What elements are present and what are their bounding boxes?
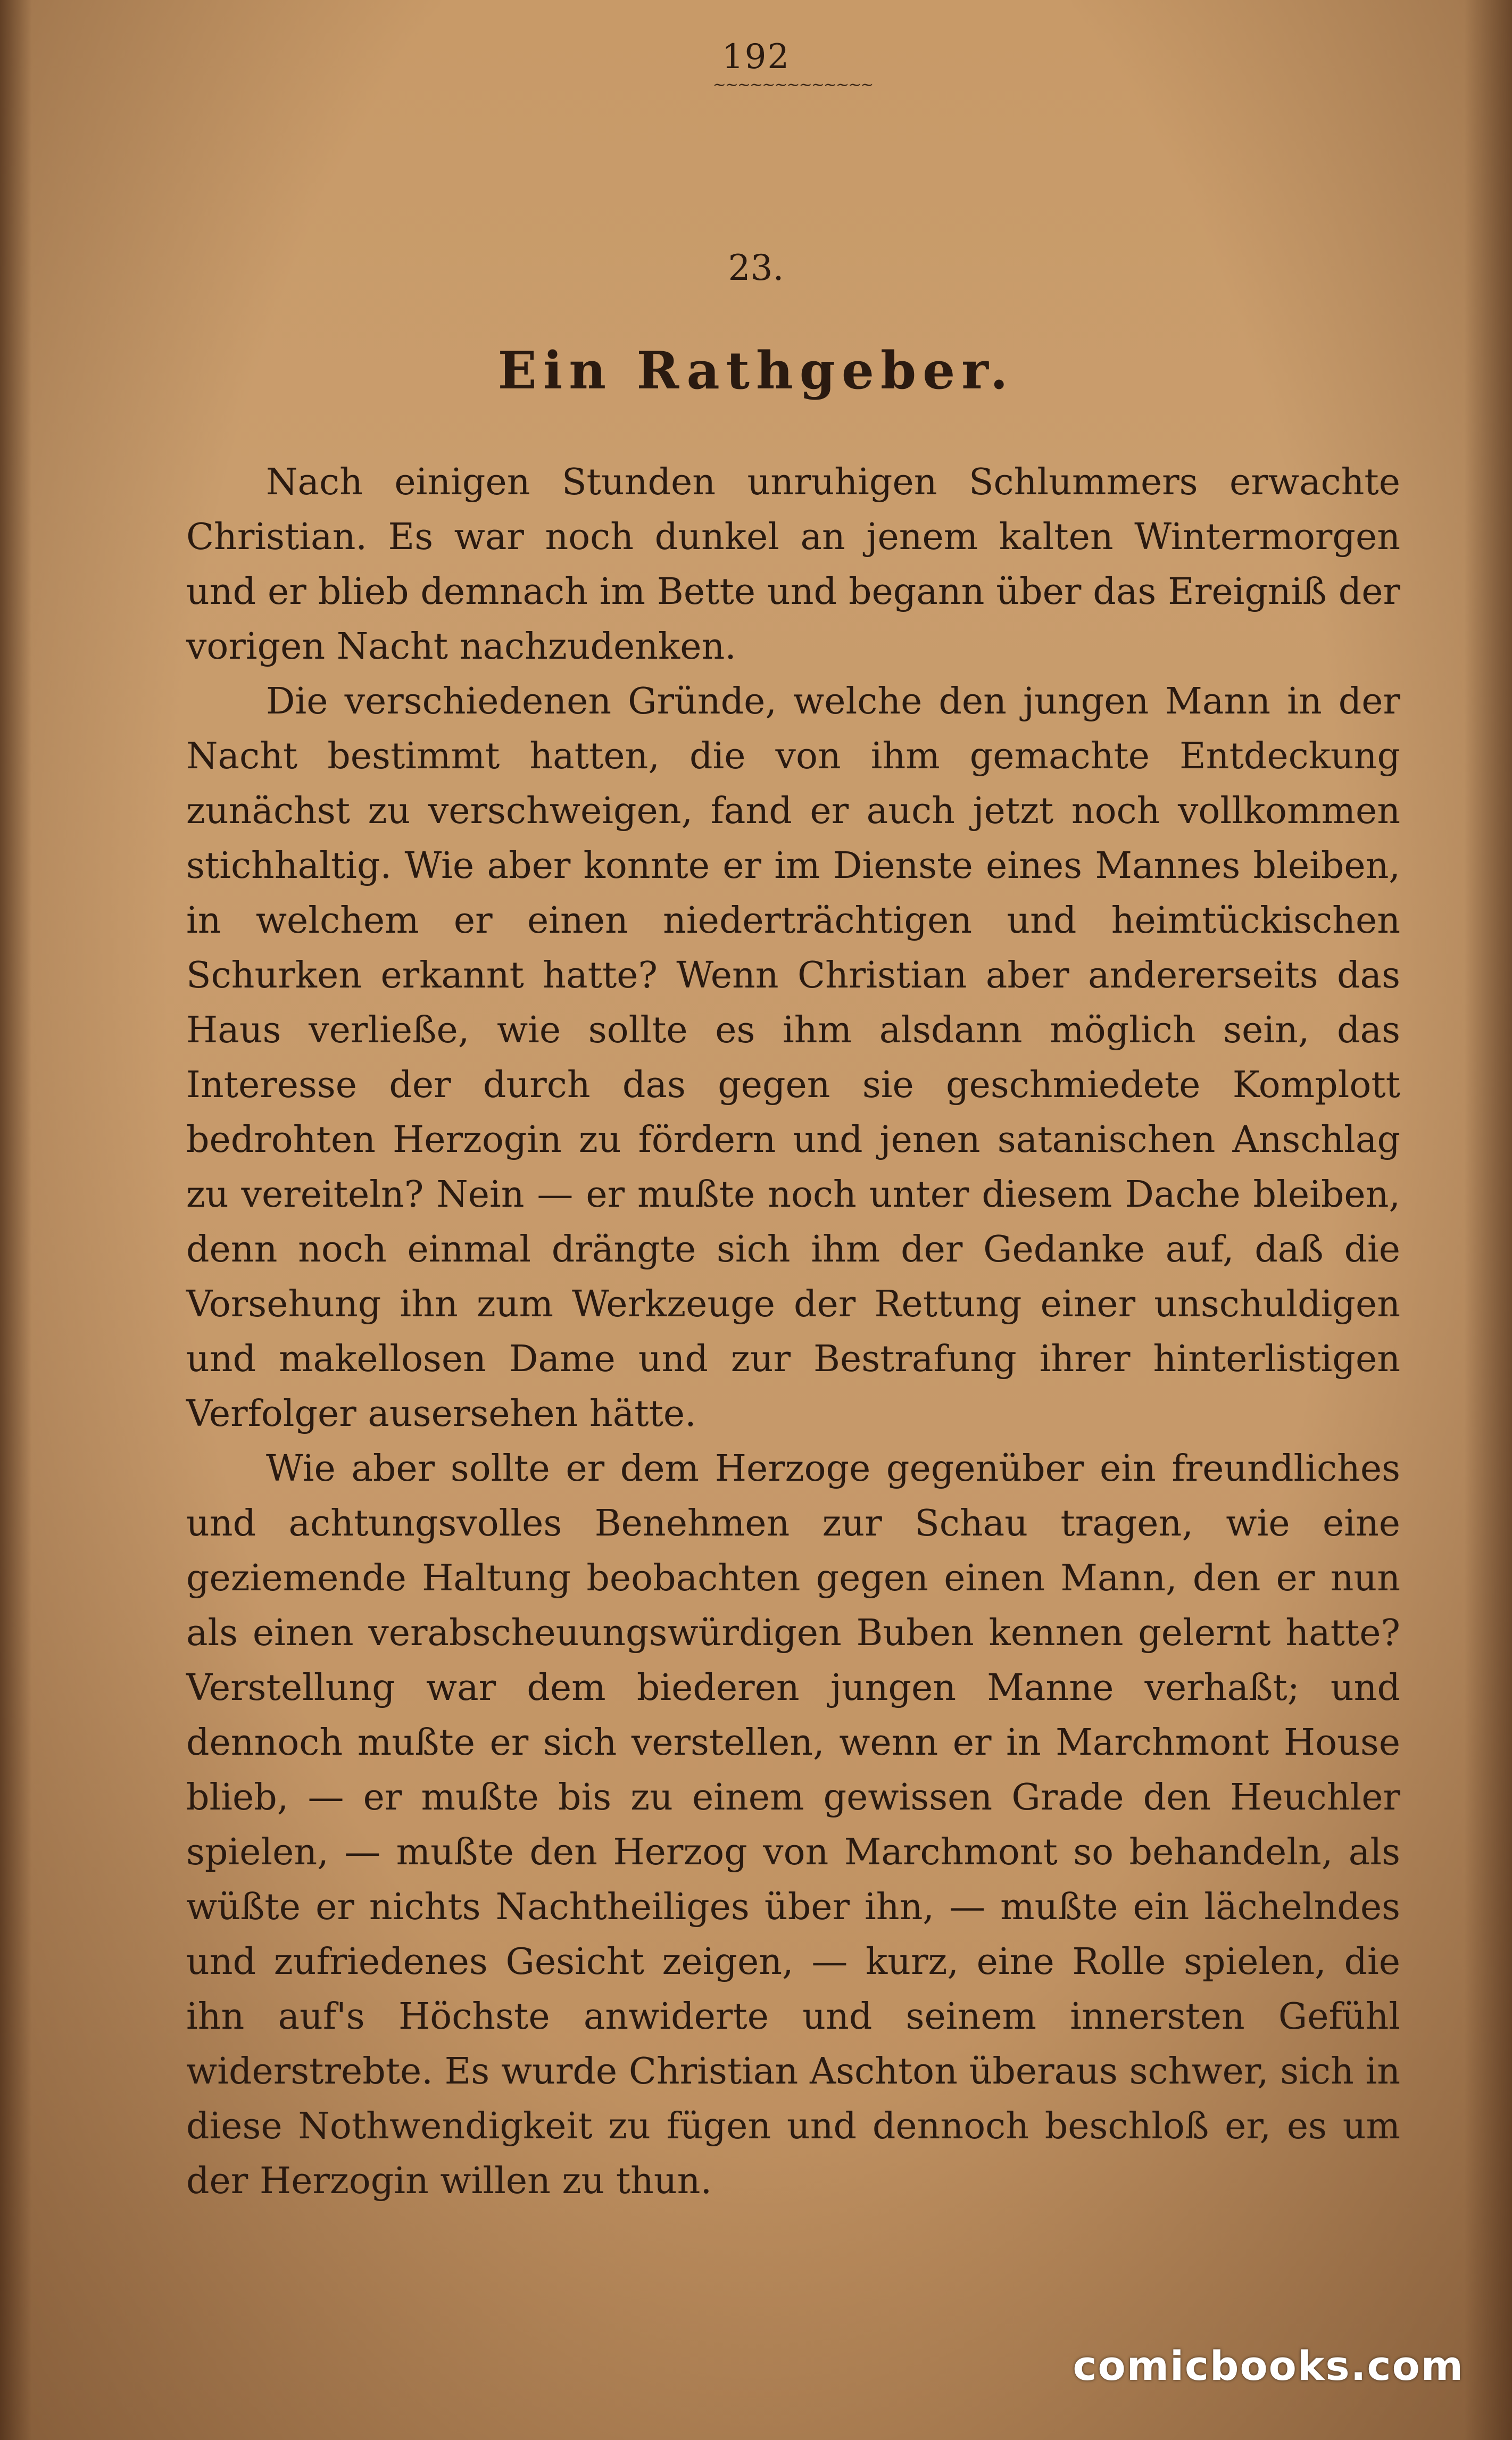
chapter-title: Ein Rathgeber. xyxy=(497,341,1015,401)
paragraph: Die verschiedenen Gründe, welche den jungen Mann in der Nacht bestimmt hatten, die von ihm gemachte Entdeckung zunächst zu verschweigen, fand er auch jetzt noch vollkommen stichhaltig. Wie aber konnte er im Dienste eines Mannes bleiben, in welchem er einen niederträchtigen und heimtückischen Schurken erkannt hatte? Wenn Christian aber andererseits das Haus verließe, wie sollte es ihm alsdann möglich sein, das Interesse der durch das gegen sie geschmiedete Komplott bedrohten Herzogin zu fördern und jenen satanischen Anschlag zu vereiteln? Nein — er mußte noch unter diesem Dache bleiben, denn noch einmal drängte sich ihm der Gedanke auf, daß die Vorsehung ihn zum Werkzeuge der Rettung einer unschuldigen und makellosen Dame und zur Bestrafung ihrer hinterlistigen Verfolger ausersehen hätte. xyxy=(186,680,1400,1435)
header-ornament: ~~~~~~~~~~~~~ xyxy=(712,76,873,94)
chapter-number: 23. xyxy=(728,247,784,288)
watermark: comicbooks.com xyxy=(1073,2342,1464,2389)
page-number: 192 xyxy=(721,37,791,77)
paragraph: Nach einigen Stunden unruhigen Schlummers erwachte Christian. Es war noch dunkel an jenem kalten Wintermorgen und er blieb demnach im Bette und begann über das Ereigniß der vorigen Nacht nachzudenken. xyxy=(186,461,1400,668)
paragraph: Wie aber sollte er dem Herzoge gegenüber ein freundliches und achtungsvolles Benehmen zur Schau tragen, wie eine geziemende Haltung beobachten gegen einen Mann, den er nun als einen verabscheuungswürdigen Buben kennen gelernt hatte? Verstellung war dem biederen jungen Manne verhaßt; und dennoch mußte er sich verstellen, wenn er in Marchmont House blieb, — er mußte bis zu einem gewissen Grade den Heuchler spielen, — mußte den Herzog von Marchmont so behandeln, als wüßte er nichts Nachtheiliges über ihn, — mußte ein lächelndes und zufriedenes Gesicht zeigen, — kurz, eine Rolle spielen, die ihn auf's Höchste anwiderte und seinem innersten Gefühl widerstrebte. Es wurde Christian Aschton überaus schwer, sich in diese Nothwendigkeit zu fügen und dennoch beschloß er, es um der Herzogin willen zu thun. xyxy=(186,1448,1400,2202)
body-text xyxy=(186,455,1400,2209)
